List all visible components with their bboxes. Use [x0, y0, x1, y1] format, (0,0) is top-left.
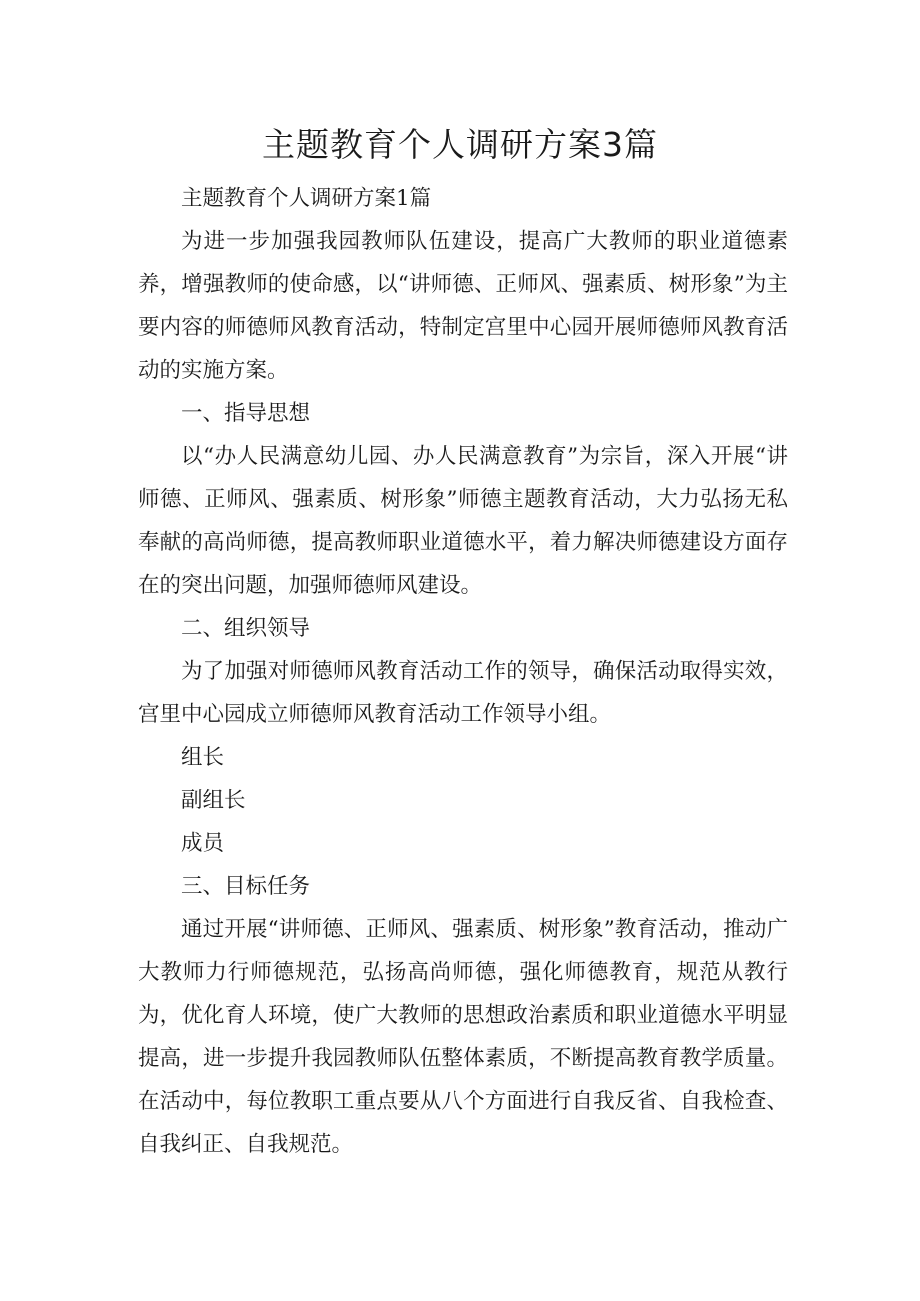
section-heading-organization: 二、组织领导	[181, 616, 311, 641]
section-paragraph-objectives: 通过开展“讲师德、正师风、强素质、树形象”教育活动，推动广大教师力行师德规范，弘扬高尚师德，强化师德教育，规范从教行为，优化育人环境，使广大教师的思想政治素质和职业道德水平明显提高，进一步提升我园教师队伍整体素质，不断提高教育教学质量。在活动中，每位教职工重点要从八个方面进行自我反省、自我检查、自我纠正、自我规范。	[138, 917, 788, 1157]
role-members: 成员	[181, 831, 225, 856]
role-leader: 组长	[181, 745, 225, 770]
intro-paragraph: 为进一步加强我园教师队伍建设，提高广大教师的职业道德素养，增强教师的使命感，以“讲师德、正师风、强素质、树形象”为主要内容的师德师风教育活动，特制定宫里中心园开展师德师风教育活动的实施方案。	[138, 229, 788, 383]
section-heading-objectives: 三、目标任务	[181, 874, 311, 899]
section-paragraph-guiding-ideology: 以“办人民满意幼儿园、办人民满意教育”为宗旨，深入开展“讲师德、正师风、强素质、树形象”师德主题教育活动，大力弘扬无私奉献的高尚师德，提高教师职业道德水平，着力解决师德建设方面存在的突出问题，加强师德师风建设。	[138, 444, 788, 598]
role-deputy-leader: 副组长	[181, 788, 246, 813]
document-body	[138, 177, 788, 1166]
document-subtitle: 主题教育个人调研方案1篇	[181, 186, 432, 211]
section-paragraph-organization: 为了加强对师德师风教育活动工作的领导，确保活动取得实效，宫里中心园成立师德师风教育活动工作领导小组。	[138, 659, 788, 727]
section-heading-guiding-ideology: 一、指导思想	[181, 401, 311, 426]
document-title: 主题教育个人调研方案3篇	[262, 125, 658, 164]
